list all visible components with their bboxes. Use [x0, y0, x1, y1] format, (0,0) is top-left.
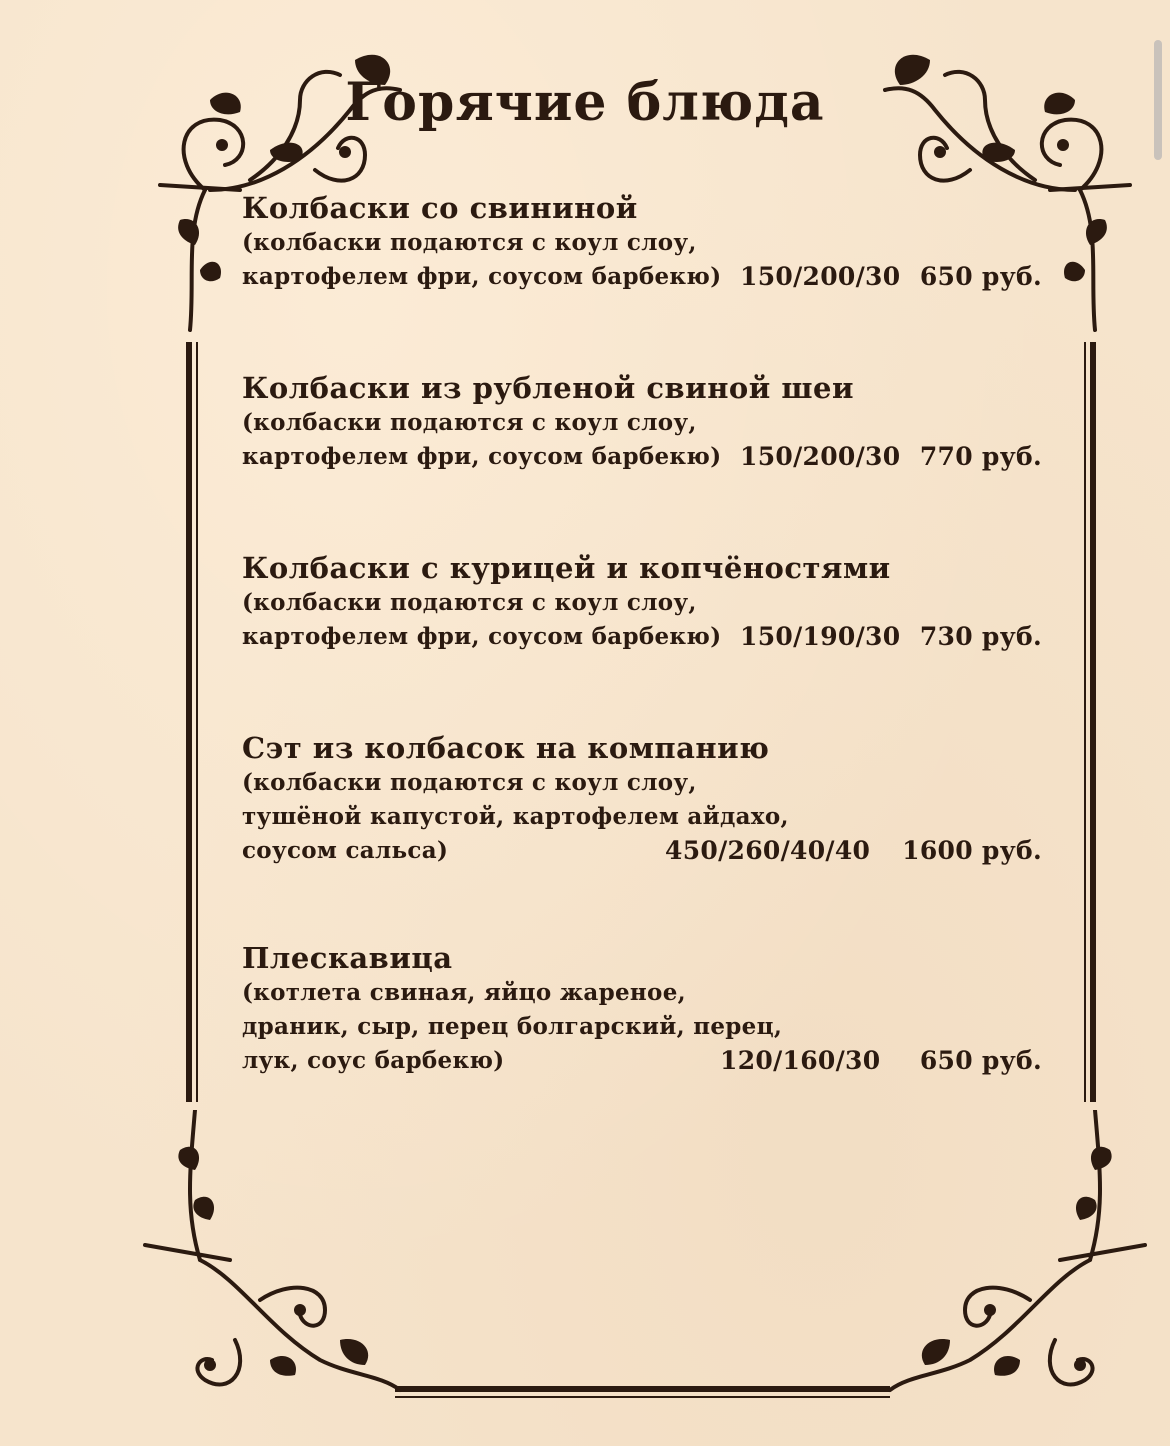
item-price: 650 руб. — [919, 1046, 1042, 1075]
item-description — [242, 1044, 1072, 1078]
menu-item — [242, 940, 1072, 1078]
item-weight: 150/200/30 — [740, 262, 901, 291]
frame-bottom-inner — [395, 1396, 890, 1398]
menu-item — [242, 370, 1072, 474]
item-weight: 150/200/30 — [740, 442, 901, 471]
page-title: Горячие блюда — [345, 72, 825, 133]
frame-right-inner — [1084, 342, 1086, 1102]
item-weight: 120/160/30 — [720, 1046, 881, 1075]
item-price: 1600 руб. — [902, 836, 1042, 865]
item-description: (колбаски подаются с коул слоу, — [242, 769, 697, 796]
item-name: Колбаски из рубленой свиной шеи — [242, 371, 854, 405]
item-price: 650 руб. — [919, 262, 1042, 291]
frame-right-outer — [1090, 342, 1096, 1102]
item-description — [242, 260, 1072, 294]
item-description: (колбаски подаются с коул слоу, — [242, 409, 697, 436]
item-price: 770 руб. — [919, 442, 1042, 471]
frame-bottom-outer — [395, 1386, 890, 1392]
item-description: (колбаски подаются с коул слоу, — [242, 229, 697, 256]
menu-item — [242, 730, 1072, 868]
item-description — [242, 834, 1072, 868]
item-description-text: лук, соус барбекю) — [242, 1047, 505, 1074]
item-weight: 450/260/40/40 — [665, 836, 871, 865]
item-description-text: картофелем фри, соусом барбекю) — [242, 263, 722, 290]
item-description — [242, 620, 1072, 654]
menu-item — [242, 550, 1072, 654]
item-name: Плескавица — [242, 941, 453, 975]
frame-left-outer — [186, 342, 192, 1102]
item-description: (котлета свиная, яйцо жареное, — [242, 979, 686, 1006]
corner-flourish-icon — [880, 1110, 1150, 1420]
item-name: Колбаски со свининой — [242, 191, 638, 225]
item-description-text: картофелем фри, соусом барбекю) — [242, 443, 722, 470]
item-description-text: соусом сальса) — [242, 837, 449, 864]
item-weight: 150/190/30 — [740, 622, 901, 651]
item-name: Колбаски с курицей и копчёностями — [242, 551, 891, 585]
item-price: 730 руб. — [919, 622, 1042, 651]
corner-flourish-icon — [140, 1110, 410, 1420]
frame-left-inner — [196, 342, 198, 1102]
menu-item — [242, 190, 1072, 294]
item-description: (колбаски подаются с коул слоу, — [242, 589, 697, 616]
item-name: Сэт из колбасок на компанию — [242, 731, 770, 765]
item-description-text: картофелем фри, соусом барбекю) — [242, 623, 722, 650]
item-description — [242, 440, 1072, 474]
item-description: драник, сыр, перец болгарский, перец, — [242, 1013, 783, 1040]
item-description: тушёной капустой, картофелем айдахо, — [242, 803, 789, 830]
